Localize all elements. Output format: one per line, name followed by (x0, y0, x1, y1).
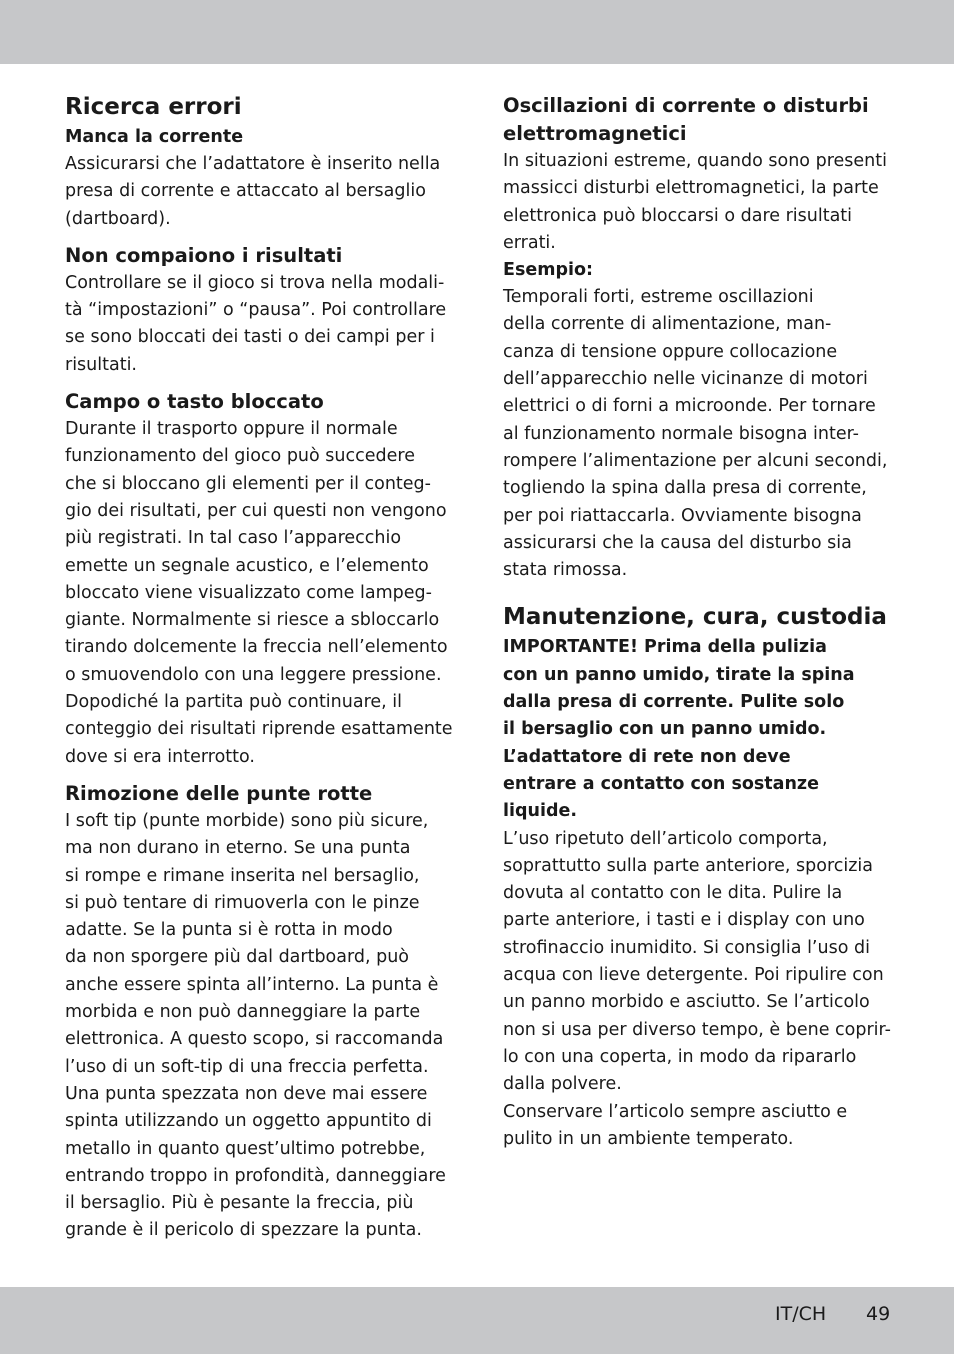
left-column (65, 90, 460, 1245)
heading-oscillazioni: Oscillazioni di corrente o disturbi elettromagnetici (503, 94, 869, 145)
right-column (503, 92, 898, 1153)
paragraph-conservare: Conservare l’articolo sempre asciutto e pulito in un ambiente temperato. (503, 1101, 848, 1149)
heading-rimozione-punte: Rimozione delle punte rotte (65, 781, 373, 805)
paragraph-manutenzione: L’uso ripetuto dell’articolo comporta, soprattutto sulla parte anteriore, sporcizia dovuta al contatto con le dita. Pulire la parte anteriore, i tasti e i display con uno strofinaccio inumidito. Si consiglia l’uso di acqua con lieve detergente. Poi ripulire con un panno morbido e asciutto. Se l’articolo non si usa per diverso tempo, è bene coprir- lo con una coperta, in modo da ripararlo dalla polvere. (503, 828, 891, 1095)
paragraph-rimozione-punte: I soft tip (punte morbide) sono più sicure, ma non durano in eterno. Se una punta si rompe e rimane inserita nel bersaglio, si può tentare di rimuoverla con le pinze adatte. Se la punta si è rotta in modo da non sporgere più dal dartboard, può anche essere spinta all’interno. La punta è morbida e non può danneggiare la parte elettronica. A questo scopo, si raccomanda l’uso di un soft-tip di una freccia perfetta. Una punta spezzata non deve mai essere spinta utilizzando un oggetto appuntito di metallo in quanto quest’ultimo potrebbe, entrando troppo in profondità, danneggiare il bersaglio. Più è pesante la freccia, più grande è il pericolo di spezzare la punta. (65, 810, 446, 1241)
header-band (0, 0, 954, 64)
paragraph-campo-bloccato: Durante il trasporto oppure il normale funzionamento del gioco può succedere che si bloccano gli elementi per il conteg- gio dei risultati, per cui questi non vengono più registrati. In tal caso l’apparecchio emette un segnale acustico, e l’elemento bloccato viene visualizzato come lampeg- giante. Normalmente si riesce a sbloccarlo tirando dolcemente la freccia nell’elemento o smuovendolo con una leggere pressione. Dopodiché la partita può continuare, il conteggio dei risultati riprende esattamente dove si era interrotto. (65, 419, 453, 767)
example-label: Esempio: (503, 260, 594, 281)
paragraph-manca-corrente: Assicurarsi che l’adattatore è inserito nella presa di corrente e attaccato al bersaglio (dartboard). (65, 154, 441, 229)
paragraph-non-compaiono: Controllare se il gioco si trova nella modali- tà “impostazioni” o “pausa”. Poi controllare se sono bloccati dei tasti o dei campi per i risultati. (65, 272, 447, 375)
paragraph-oscillazioni: In situazioni estreme, quando sono presenti massicci disturbi elettromagnetici, la parte elettronica può bloccarsi o dare risultati errati. (503, 151, 887, 253)
page-number: 49 (866, 1303, 891, 1325)
heading-manca-corrente: Manca la corrente (65, 127, 244, 147)
heading-campo-bloccato: Campo o tasto bloccato (65, 390, 324, 414)
footer-language: IT/CH (775, 1303, 827, 1325)
heading-non-compaiono: Non compaiono i risultati (65, 243, 343, 267)
important-notice: IMPORTANTE! Prima della pulizia con un panno umido, tirate la spina dalla presa di corrente. Pulite solo il bersaglio con un panno umido. L’adattatore di rete non deve entrare a contatto con sostanze liquide. (503, 637, 855, 822)
paragraph-esempio: Temporali forti, estreme oscillazioni della corrente di alimentazione, man- canza di tensione oppure collocazione dell’apparecchio nelle vicinanze di motori elettrici o di forni a microonde. Per tornare al funzionamento normale bisogna inter- rompere l’alimentazione per alcuni secondi, togliendo la spina dalla presa di corrente, per poi riattaccarla. Ovviamente bisogna assicurarsi che la causa del disturbo sia stata rimossa. (503, 287, 888, 581)
section-title-manutenzione: Manutenzione, cura, custodia (503, 604, 887, 631)
section-title-ricerca-errori: Ricerca errori (65, 94, 242, 120)
